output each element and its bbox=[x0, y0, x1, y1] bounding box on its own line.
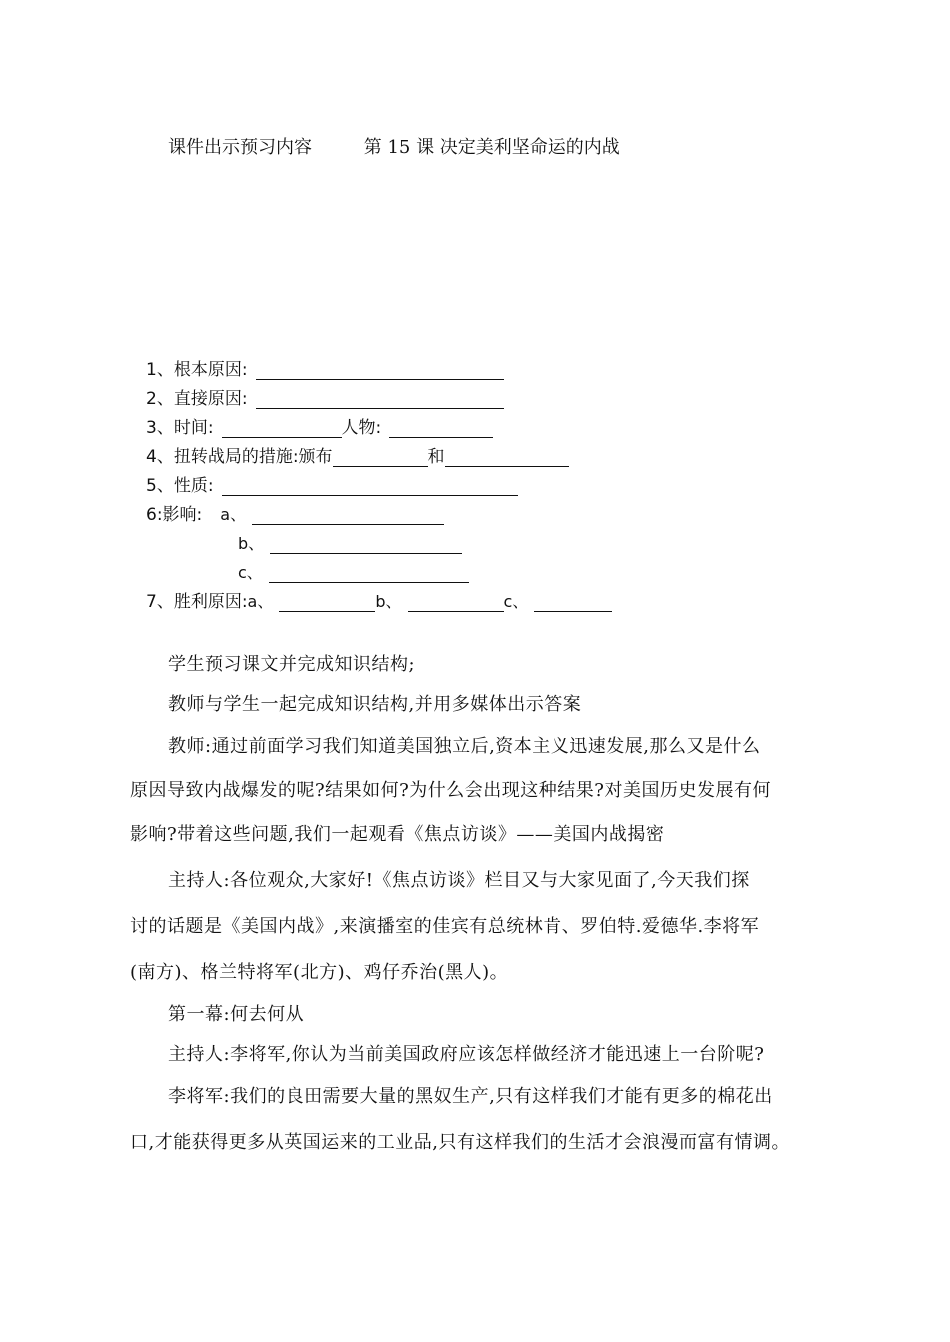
outline-row-7 bbox=[146, 586, 612, 612]
outline-label: 6:影响: bbox=[146, 505, 203, 525]
outline-label: 4、扭转战局的措施:颁布 bbox=[146, 447, 333, 467]
outline-label: 和 bbox=[427, 447, 445, 467]
outline-row-1 bbox=[146, 354, 504, 380]
paragraph-teacher-line1: 教师:通过前面学习我们知道美国独立后,资本主义迅速发展,那么又是什么 bbox=[168, 736, 761, 757]
outline-label: 7、胜利原因: bbox=[146, 592, 248, 612]
outline-sub-label: a、 bbox=[220, 505, 247, 524]
outline-sub-label: b、 bbox=[375, 592, 402, 611]
paragraph-host-line2: 讨的话题是《美国内战》,来演播室的佳宾有总统林肯、罗伯特.爱德华.李将军 bbox=[130, 916, 760, 937]
outline-row-6c bbox=[238, 557, 469, 583]
answer-blank bbox=[256, 388, 504, 409]
answer-blank bbox=[222, 417, 342, 438]
lesson-title: 第 15 课 决定美利坚命运的内战 bbox=[363, 137, 620, 158]
paragraph-teacher-line3: 影响?带着这些问题,我们一起观看《焦点访谈》——美国内战揭密 bbox=[130, 824, 665, 845]
outline-label: 3、时间: bbox=[146, 418, 214, 438]
outline-row-6b bbox=[238, 528, 462, 554]
paragraph-general-lee-line2: 口,才能获得更多从英国运来的工业品,只有这样我们的生活才会浪漫而富有情调。 bbox=[130, 1132, 790, 1153]
outline-sub-label: c、 bbox=[238, 563, 263, 582]
paragraph-act-one: 第一幕:何去何从 bbox=[168, 1004, 305, 1025]
outline-row-3 bbox=[146, 412, 493, 438]
answer-blank bbox=[269, 562, 469, 583]
answer-blank bbox=[534, 591, 612, 612]
outline-label: 2、直接原因: bbox=[146, 389, 248, 409]
answer-blank bbox=[389, 417, 493, 438]
answer-blank bbox=[256, 359, 504, 380]
answer-blank bbox=[222, 475, 518, 496]
outline-row-6 bbox=[146, 499, 444, 525]
answer-blank bbox=[445, 446, 569, 467]
outline-label: 5、性质: bbox=[146, 476, 214, 496]
courseware-preview-label: 课件出示预习内容 bbox=[168, 137, 312, 158]
outline-sub-label: a、 bbox=[247, 592, 274, 611]
paragraph-teacher-line2: 原因导致内战爆发的呢?结果如何?为什么会出现这种结果?对美国历史发展有何 bbox=[130, 780, 771, 801]
outline-row-4 bbox=[146, 441, 569, 467]
paragraph-general-lee-line1: 李将军:我们的良田需要大量的黑奴生产,只有这样我们才能有更多的棉花出 bbox=[168, 1086, 773, 1107]
answer-blank bbox=[333, 446, 428, 467]
paragraph-teacher-student: 教师与学生一起完成知识结构,并用多媒体出示答案 bbox=[168, 694, 582, 715]
outline-sub-label: b、 bbox=[238, 534, 265, 553]
outline-row-2 bbox=[146, 383, 504, 409]
outline-row-5 bbox=[146, 470, 518, 496]
paragraph-host-question: 主持人:李将军,你认为当前美国政府应该怎样做经济才能迅速上一台阶呢? bbox=[168, 1044, 765, 1065]
outline-sub-label: c、 bbox=[503, 592, 529, 611]
answer-blank bbox=[270, 533, 462, 554]
outline-label: 人物: bbox=[341, 418, 382, 438]
answer-blank bbox=[408, 591, 504, 612]
paragraph-host-line1: 主持人:各位观众,大家好!《焦点访谈》栏目又与大家见面了,今天我们探 bbox=[168, 870, 750, 891]
answer-blank bbox=[279, 591, 375, 612]
lesson-header bbox=[168, 133, 620, 159]
paragraph-student-preview: 学生预习课文并完成知识结构; bbox=[168, 654, 416, 675]
paragraph-host-line3: (南方)、格兰特将军(北方)、鸡仔乔治(黑人)。 bbox=[130, 962, 509, 983]
answer-blank bbox=[252, 504, 444, 525]
outline-label: 1、根本原因: bbox=[146, 360, 248, 380]
